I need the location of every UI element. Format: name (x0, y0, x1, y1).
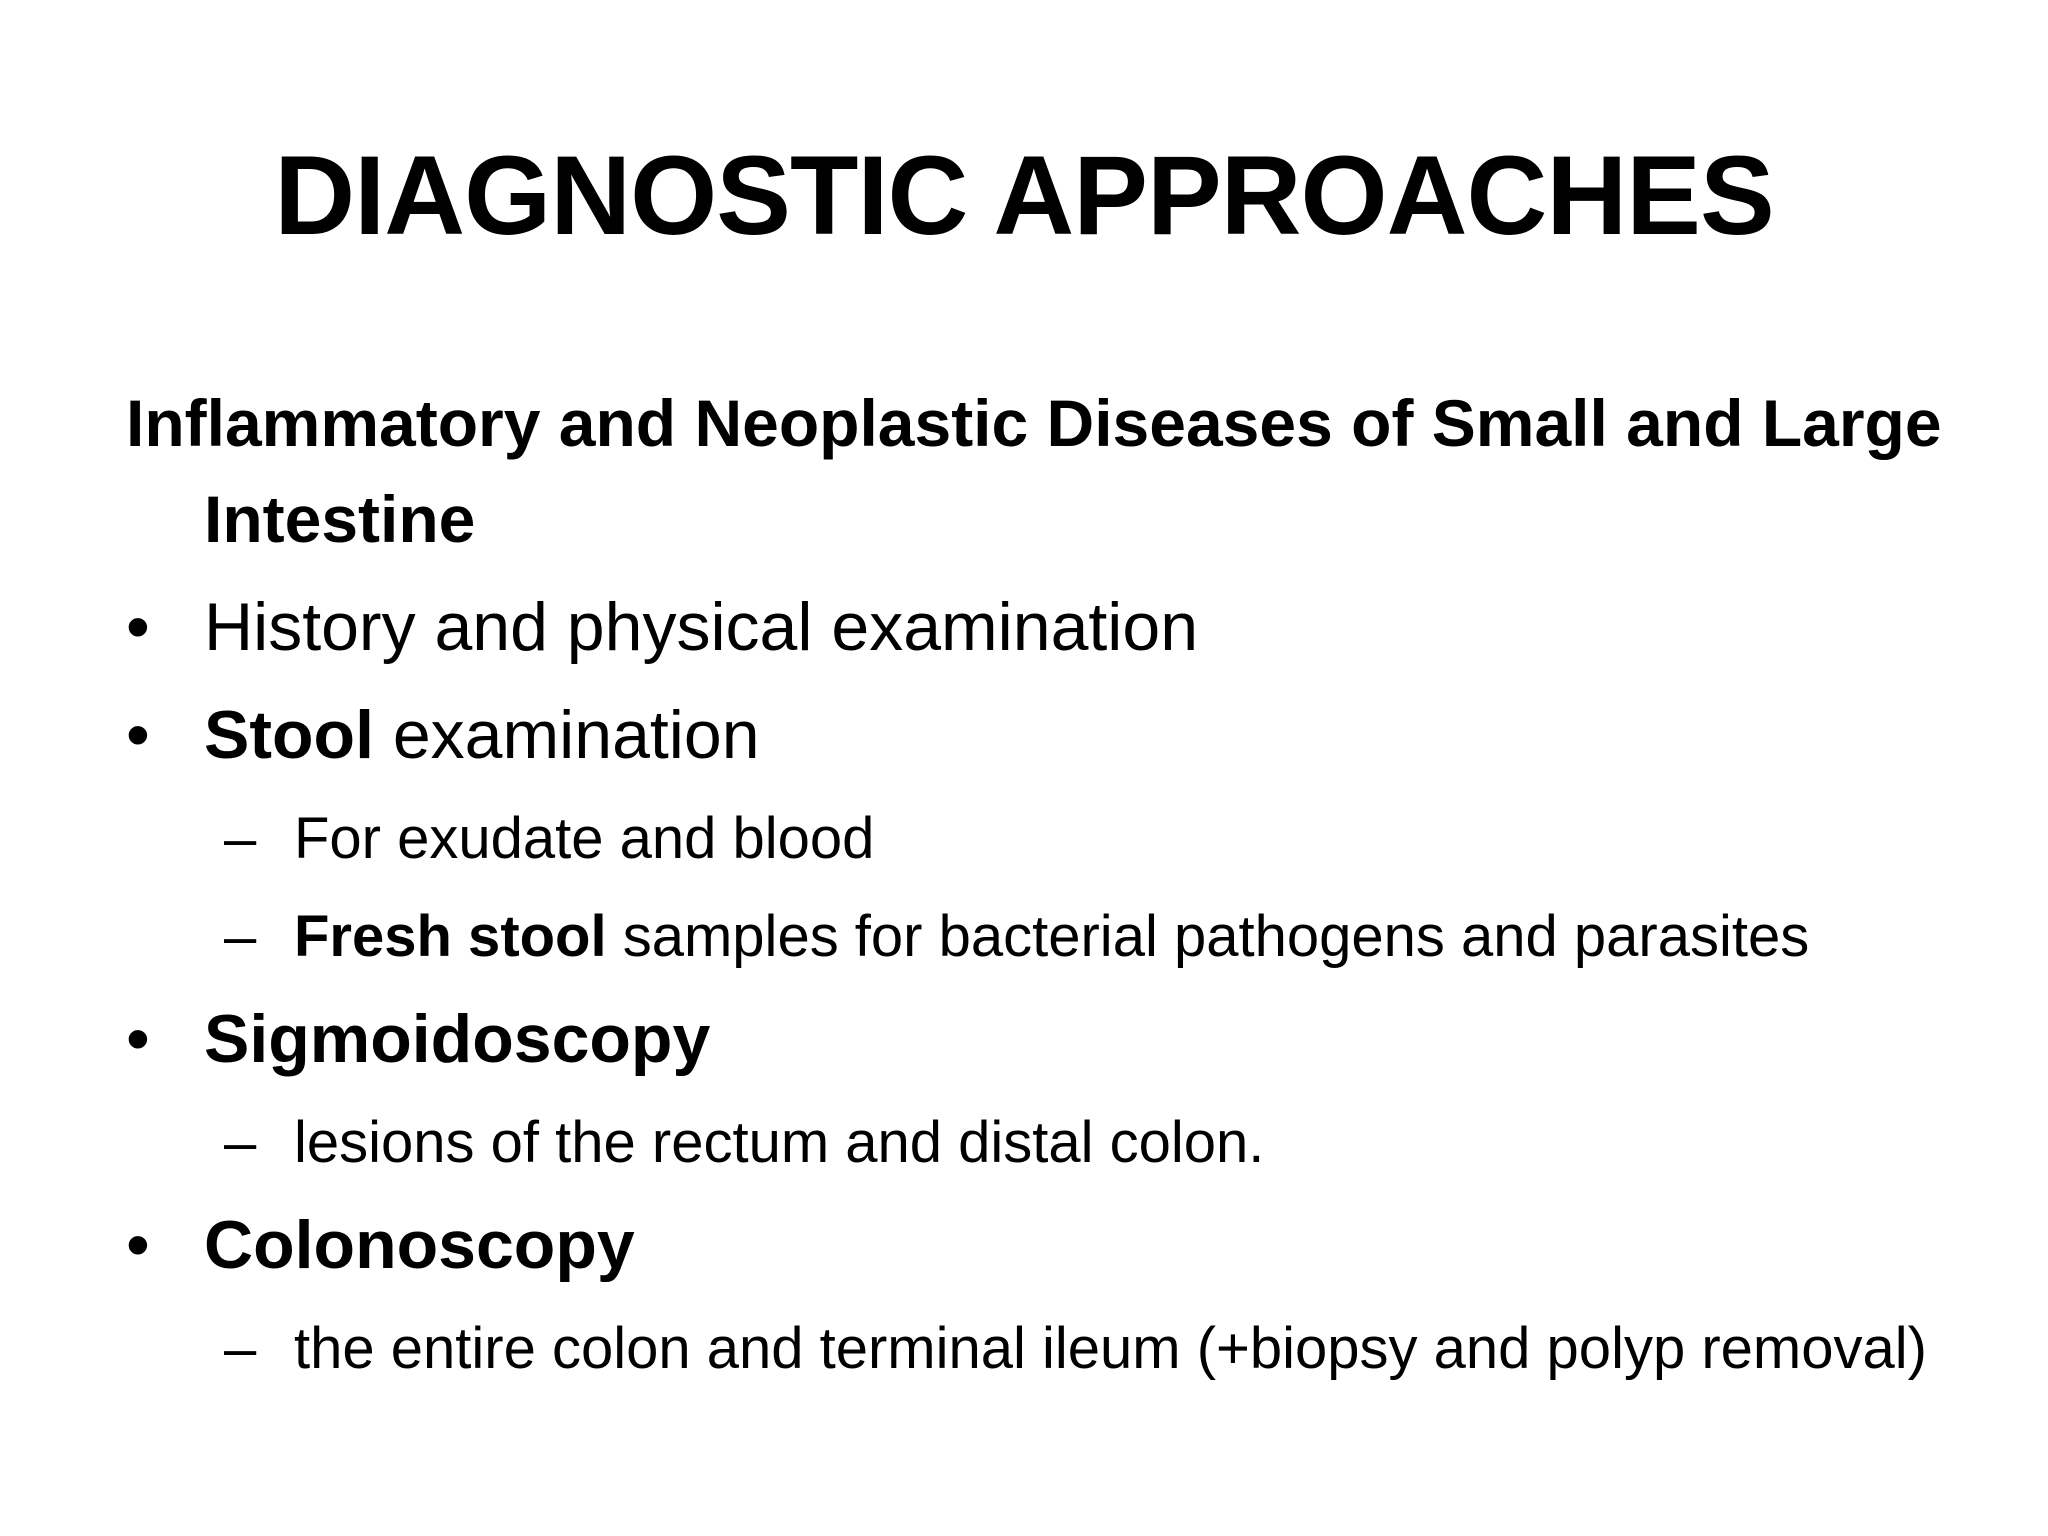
sub-bullet-colonoscopy (126, 1307, 1966, 1391)
sub-bullet-exudate-text: For exudate and blood (294, 806, 875, 871)
sub-bullet-sigmoidoscopy-text: lesions of the rectum and distal colon. (294, 1110, 1265, 1175)
bullet-colonoscopy (126, 1197, 1966, 1293)
sub-bullet-sigmoidoscopy (126, 1101, 1966, 1185)
sub-bullet-fresh-stool (126, 895, 1966, 979)
sub-bullet-fresh-stool-text: samples for bacterial pathogens and parasites (606, 904, 1810, 969)
dash-icon: – (224, 1110, 257, 1175)
bullet-icon: • (126, 589, 150, 665)
dash-icon: – (224, 806, 257, 871)
dash-icon: – (224, 1316, 257, 1381)
sub-bullet-colonoscopy-text: the entire colon and terminal ileum (+biopsy and polyp removal) (294, 1316, 1927, 1381)
sub-bullet-exudate (126, 797, 1966, 881)
bullet-icon: • (126, 697, 150, 773)
sub-bullet-fresh-stool-bold: Fresh stool (294, 904, 607, 969)
bullet-history-text: History and physical examination (204, 589, 1199, 665)
section-heading: Inflammatory and Neoplastic Diseases of Small and Large Intestine (126, 386, 1942, 556)
dash-icon: – (224, 904, 257, 969)
bullet-stool-bold: Stool (204, 697, 374, 773)
bullet-stool-text: examination (373, 697, 760, 773)
bullet-icon: • (126, 1207, 150, 1283)
bullet-colonoscopy-text: Colonoscopy (204, 1207, 635, 1283)
bullet-sigmoidoscopy (126, 991, 1966, 1087)
slide-body (126, 375, 1966, 1391)
bullet-icon: • (126, 1001, 150, 1077)
slide-title: DIAGNOSTIC APPROACHES (274, 133, 1774, 258)
bullet-history (126, 579, 1966, 675)
bullet-sigmoidoscopy-text: Sigmoidoscopy (204, 1001, 711, 1077)
bullet-stool (126, 687, 1966, 783)
